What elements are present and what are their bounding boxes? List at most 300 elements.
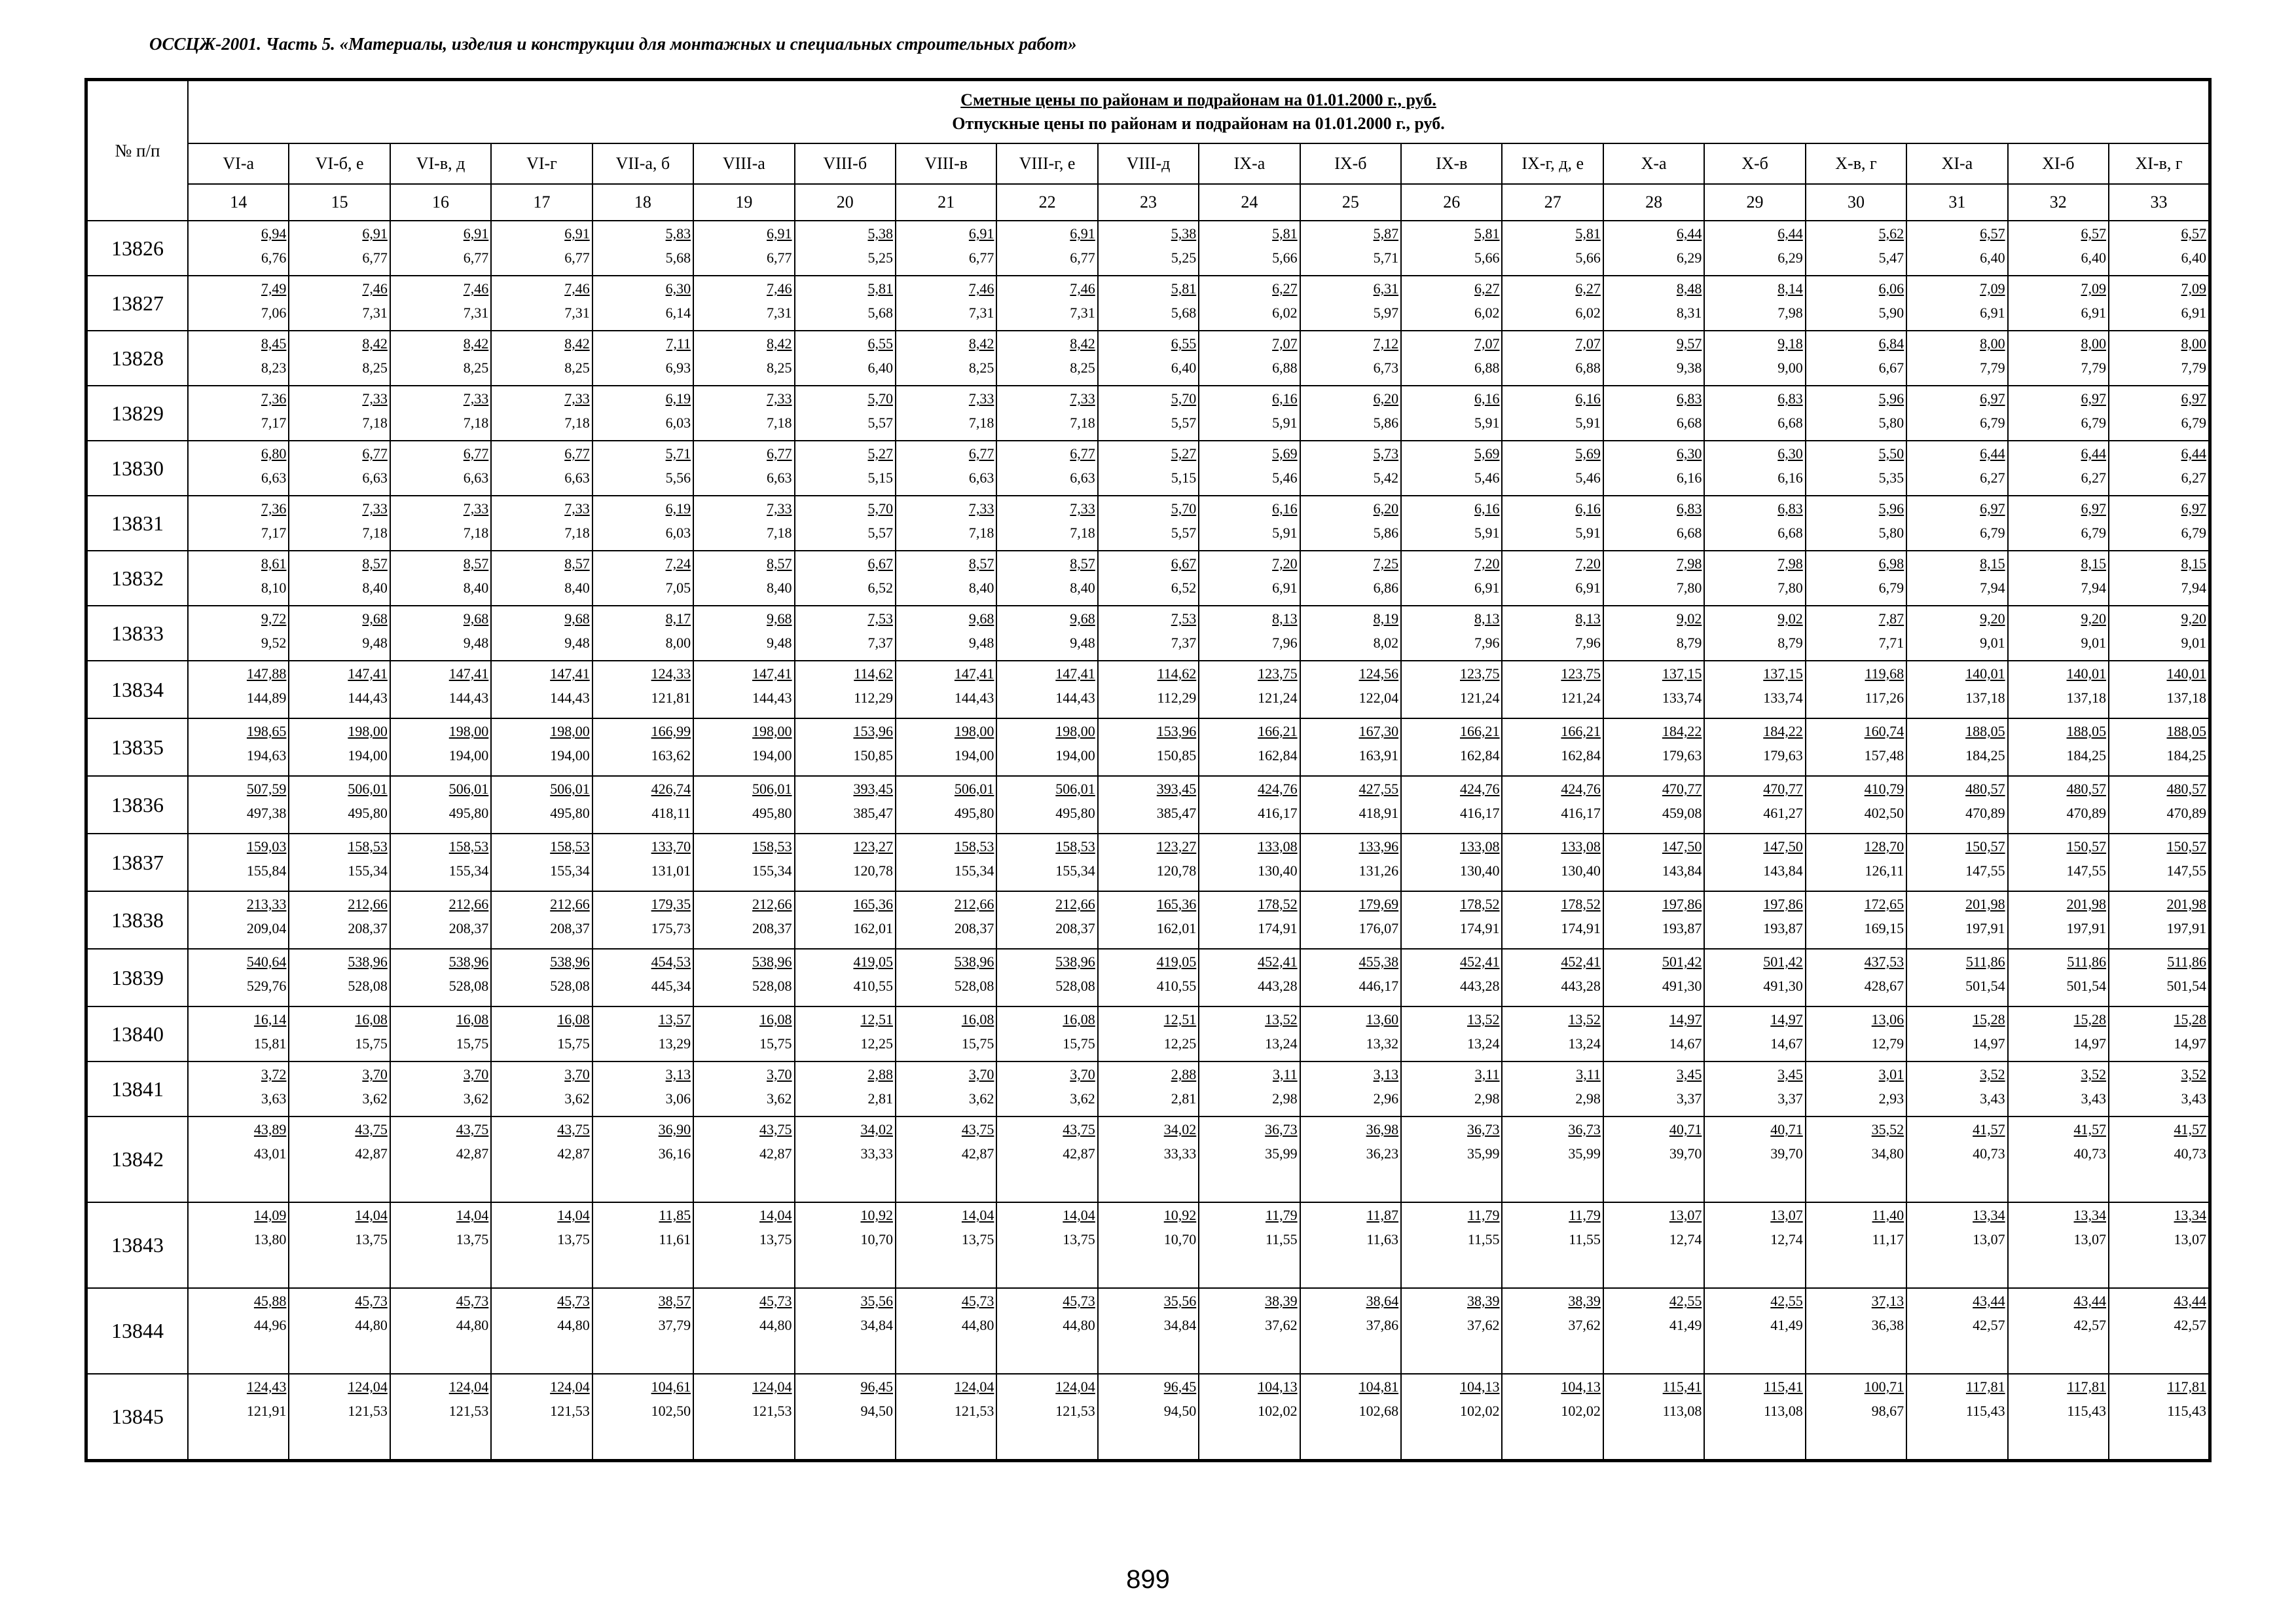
region-header: VI-б, е (289, 143, 390, 184)
estimated-price: 14,04 (961, 1207, 994, 1223)
estimated-price: 6,91 (1070, 225, 1095, 242)
estimated-price: 5,81 (1575, 225, 1601, 242)
estimated-price: 6,16 (1575, 500, 1601, 517)
price-cell (1401, 1006, 1502, 1061)
price-cell (1806, 1061, 1906, 1116)
price-cell (1401, 331, 1502, 386)
release-price: 102,02 (1459, 1403, 1500, 1419)
price-cell (1806, 551, 1906, 606)
release-price: 2,93 (1878, 1090, 1904, 1107)
price-cell (1300, 221, 1401, 276)
estimated-price: 119,68 (1865, 665, 1904, 682)
table-row (86, 386, 2210, 441)
estimated-price: 6,55 (867, 335, 893, 352)
price-cell (1300, 1061, 1401, 1116)
release-price: 495,80 (752, 805, 792, 821)
price-cell (1806, 661, 1906, 718)
estimated-price: 158,53 (1055, 838, 1095, 855)
price-cell (491, 331, 592, 386)
estimated-price: 14,04 (557, 1207, 590, 1223)
release-price: 162,84 (1258, 747, 1298, 764)
price-cell (1806, 606, 1906, 661)
price-cell (896, 1202, 996, 1288)
price-cell (289, 1116, 390, 1202)
price-cell (1704, 276, 1805, 331)
estimated-price: 11,79 (1265, 1207, 1298, 1223)
release-price: 33,33 (1163, 1145, 1197, 1162)
price-cell (188, 1288, 289, 1374)
release-price: 6,88 (1474, 360, 1500, 376)
estimated-price: 11,79 (1467, 1207, 1500, 1223)
release-price: 528,08 (1055, 978, 1095, 994)
price-cell (1199, 606, 1300, 661)
estimated-price: 3,01 (1878, 1066, 1904, 1082)
estimated-price: 6,77 (968, 445, 994, 462)
estimated-price: 158,53 (954, 838, 994, 855)
estimated-price: 7,53 (1171, 610, 1197, 627)
release-price: 416,17 (1561, 805, 1601, 821)
price-cell (1704, 1374, 1805, 1461)
price-cell (1603, 1006, 1704, 1061)
price-cell (491, 276, 592, 331)
release-price: 194,00 (348, 747, 388, 764)
release-price: 416,17 (1258, 805, 1298, 821)
table-row (86, 441, 2210, 496)
estimated-price: 16,08 (961, 1011, 994, 1027)
row-number: 13839 (86, 949, 189, 1006)
price-cell (1806, 496, 1906, 551)
release-price: 528,08 (954, 978, 994, 994)
estimated-price: 8,48 (1676, 280, 1702, 297)
price-cell (1401, 776, 1502, 834)
release-price: 8,79 (1676, 635, 1702, 651)
price-cell (1502, 551, 1603, 606)
price-cell (1906, 606, 2007, 661)
price-cell (592, 496, 693, 551)
release-price: 14,97 (1973, 1035, 2005, 1052)
release-price: 8,40 (968, 580, 994, 596)
price-cell (2008, 496, 2109, 551)
price-cell (1906, 386, 2007, 441)
estimated-price: 424,76 (1258, 781, 1298, 797)
price-cell (1098, 496, 1199, 551)
estimated-price: 147,41 (752, 665, 792, 682)
estimated-price: 8,13 (1272, 610, 1298, 627)
price-cell (491, 441, 592, 496)
column-number: 16 (390, 184, 491, 221)
release-price: 40,73 (1973, 1145, 2005, 1162)
price-cell (996, 1202, 1097, 1288)
release-price: 3,43 (1980, 1090, 2005, 1107)
price-cell (390, 661, 491, 718)
price-cell (1401, 661, 1502, 718)
estimated-price: 42,55 (1669, 1293, 1702, 1309)
price-cell (896, 331, 996, 386)
row-number: 13845 (86, 1374, 189, 1461)
estimated-price: 100,71 (1864, 1378, 1904, 1395)
estimated-price: 147,41 (348, 665, 388, 682)
estimated-price: 43,44 (2174, 1293, 2206, 1309)
estimated-price: 212,66 (448, 896, 489, 912)
price-cell (188, 551, 289, 606)
price-cell (1502, 1374, 1603, 1461)
release-price: 11,61 (659, 1231, 691, 1247)
release-price: 5,86 (1373, 415, 1399, 431)
estimated-price: 7,33 (362, 500, 388, 517)
price-cell (693, 834, 794, 891)
estimated-price: 8,00 (2081, 335, 2107, 352)
release-price: 528,08 (448, 978, 489, 994)
release-price: 8,40 (362, 580, 388, 596)
release-price: 162,84 (1561, 747, 1601, 764)
release-price: 7,98 (1777, 304, 1803, 321)
estimated-price: 13,52 (1568, 1011, 1601, 1027)
price-cell (996, 606, 1097, 661)
release-price: 5,57 (1171, 415, 1197, 431)
price-cell (2109, 551, 2210, 606)
price-cell (1603, 776, 1704, 834)
release-price: 7,18 (1070, 525, 1095, 541)
estimated-price: 13,34 (2174, 1207, 2206, 1223)
price-cell (1098, 1116, 1199, 1202)
estimated-price: 7,33 (463, 390, 489, 407)
estimated-price: 35,52 (1871, 1121, 1904, 1137)
price-cell (1300, 661, 1401, 718)
release-price: 162,01 (1156, 920, 1197, 936)
release-price: 7,17 (261, 525, 287, 541)
price-cell (693, 1061, 794, 1116)
estimated-price: 506,01 (1055, 781, 1095, 797)
estimated-price: 6,16 (1575, 390, 1601, 407)
estimated-price: 150,57 (2166, 838, 2206, 855)
price-cell (996, 331, 1097, 386)
price-cell (188, 661, 289, 718)
release-price: 7,18 (767, 525, 792, 541)
release-price: 14,67 (1669, 1035, 1702, 1052)
price-cell (188, 1061, 289, 1116)
price-cell (795, 276, 896, 331)
release-price: 5,68 (665, 249, 691, 266)
release-price: 113,08 (1662, 1403, 1702, 1419)
estimated-price: 3,70 (463, 1066, 489, 1082)
estimated-price: 5,27 (1171, 445, 1197, 462)
price-cell (2109, 891, 2210, 949)
release-price: 6,79 (1980, 415, 2005, 431)
release-price: 44,80 (759, 1317, 792, 1333)
estimated-price: 454,53 (651, 953, 691, 970)
estimated-price: 5,70 (1171, 500, 1197, 517)
price-cell (996, 386, 1097, 441)
release-price: 42,87 (759, 1145, 792, 1162)
estimated-price: 6,77 (362, 445, 388, 462)
release-price: 3,43 (2181, 1090, 2206, 1107)
release-price: 491,30 (1763, 978, 1803, 994)
estimated-price: 506,01 (348, 781, 388, 797)
estimated-price: 153,96 (1156, 723, 1197, 739)
estimated-price: 8,42 (767, 335, 792, 352)
release-price: 8,25 (767, 360, 792, 376)
price-cell (996, 1061, 1097, 1116)
estimated-price: 7,33 (564, 390, 590, 407)
release-price: 94,50 (1163, 1403, 1197, 1419)
price-cell (390, 221, 491, 276)
price-cell (1704, 1116, 1805, 1202)
price-cell (289, 331, 390, 386)
price-cell (1806, 1006, 1906, 1061)
release-price: 8,25 (362, 360, 388, 376)
release-price: 40,73 (2073, 1145, 2107, 1162)
price-cell (1704, 331, 1805, 386)
price-cell (491, 834, 592, 891)
release-price: 7,37 (867, 635, 893, 651)
price-cell (896, 1374, 996, 1461)
price-cell (188, 276, 289, 331)
release-price: 7,37 (1171, 635, 1197, 651)
release-price: 470,89 (2066, 805, 2107, 821)
estimated-price: 424,76 (1459, 781, 1500, 797)
table-row (86, 1061, 2210, 1116)
release-price: 7,18 (564, 525, 590, 541)
release-price: 6,79 (2081, 525, 2107, 541)
release-price: 102,02 (1258, 1403, 1298, 1419)
release-price: 446,17 (1358, 978, 1399, 994)
release-price: 9,48 (564, 635, 590, 651)
estimated-price: 184,22 (1662, 723, 1702, 739)
release-price: 157,48 (1864, 747, 1904, 764)
release-price: 35,99 (1265, 1145, 1298, 1162)
column-number: 32 (2008, 184, 2109, 221)
release-price: 3,43 (2081, 1090, 2107, 1107)
price-cell (1098, 776, 1199, 834)
release-price: 385,47 (1156, 805, 1197, 821)
release-price: 6,02 (1575, 304, 1601, 321)
estimated-price: 7,36 (261, 500, 287, 517)
release-price: 5,80 (1878, 415, 1904, 431)
price-cell (1401, 834, 1502, 891)
release-price: 13,75 (557, 1231, 590, 1247)
estimated-price: 114,62 (854, 665, 893, 682)
estimated-price: 6,27 (1575, 280, 1601, 297)
estimated-price: 140,01 (2166, 665, 2206, 682)
release-price: 8,40 (463, 580, 489, 596)
price-cell (491, 551, 592, 606)
estimated-price: 480,57 (1965, 781, 2005, 797)
release-price: 15,75 (1063, 1035, 1095, 1052)
estimated-price: 506,01 (752, 781, 792, 797)
region-header: IX-б (1300, 143, 1401, 184)
release-price: 6,91 (2081, 304, 2107, 321)
price-cell (996, 776, 1097, 834)
release-price: 94,50 (860, 1403, 893, 1419)
estimated-price: 6,06 (1878, 280, 1904, 297)
price-cell (1502, 1202, 1603, 1288)
estimated-price: 45,73 (961, 1293, 994, 1309)
release-price: 5,57 (1171, 525, 1197, 541)
release-price: 8,25 (1070, 360, 1095, 376)
estimated-price: 9,20 (2081, 610, 2107, 627)
row-number: 13831 (86, 496, 189, 551)
price-cell (2109, 1374, 2210, 1461)
estimated-price: 8,42 (1070, 335, 1095, 352)
estimated-price: 5,96 (1878, 390, 1904, 407)
release-price: 6,27 (1980, 470, 2005, 486)
release-price: 7,79 (2081, 360, 2107, 376)
release-price: 8,02 (1373, 635, 1399, 651)
release-price: 6,68 (1777, 415, 1803, 431)
release-price: 6,79 (1878, 580, 1904, 596)
table-row (86, 949, 2210, 1006)
estimated-price: 165,36 (853, 896, 893, 912)
estimated-price: 9,72 (261, 610, 287, 627)
estimated-price: 3,70 (968, 1066, 994, 1082)
estimated-price: 123,27 (1156, 838, 1197, 855)
table-row (86, 1374, 2210, 1461)
estimated-price: 188,05 (2066, 723, 2107, 739)
release-price: 3,62 (1070, 1090, 1095, 1107)
estimated-price: 538,96 (1055, 953, 1095, 970)
estimated-price: 6,20 (1373, 500, 1399, 517)
price-cell (1906, 441, 2007, 496)
price-cell (795, 1006, 896, 1061)
release-price: 11,55 (1569, 1231, 1601, 1247)
release-price: 7,05 (665, 580, 691, 596)
estimated-price: 538,96 (448, 953, 489, 970)
release-price: 194,00 (752, 747, 792, 764)
price-cell (289, 834, 390, 891)
estimated-price: 150,57 (2066, 838, 2107, 855)
region-header: XI-а (1906, 143, 2007, 184)
estimated-price: 133,08 (1258, 838, 1298, 855)
estimated-price: 198,00 (550, 723, 590, 739)
price-cell (1401, 441, 1502, 496)
release-price: 13,75 (456, 1231, 489, 1247)
release-price: 495,80 (550, 805, 590, 821)
column-number: 17 (491, 184, 592, 221)
release-price: 179,63 (1763, 747, 1803, 764)
price-cell (1906, 1006, 2007, 1061)
price-cell (1806, 949, 1906, 1006)
estimated-price: 45,73 (759, 1293, 792, 1309)
release-price: 12,25 (860, 1035, 893, 1052)
price-cell (896, 606, 996, 661)
price-cell (1098, 661, 1199, 718)
release-price: 443,28 (1258, 978, 1298, 994)
table-row (86, 1202, 2210, 1288)
column-number: 18 (592, 184, 693, 221)
release-price: 36,16 (658, 1145, 691, 1162)
row-number: 13840 (86, 1006, 189, 1061)
release-price: 385,47 (853, 805, 893, 821)
price-cell (896, 834, 996, 891)
estimated-price: 6,97 (1980, 500, 2005, 517)
release-price: 34,80 (1871, 1145, 1904, 1162)
estimated-price: 124,04 (348, 1378, 388, 1395)
estimated-price: 7,33 (1070, 500, 1095, 517)
release-price: 12,79 (1871, 1035, 1904, 1052)
release-price: 3,37 (1777, 1090, 1803, 1107)
estimated-price: 6,67 (867, 555, 893, 572)
release-price: 7,31 (968, 304, 994, 321)
release-price: 402,50 (1864, 805, 1904, 821)
price-cell (1300, 441, 1401, 496)
release-price: 197,91 (2066, 920, 2107, 936)
column-number: 23 (1098, 184, 1199, 221)
estimated-price: 9,68 (362, 610, 388, 627)
region-header: IX-в (1401, 143, 1502, 184)
release-price: 7,31 (362, 304, 388, 321)
column-number: 27 (1502, 184, 1603, 221)
estimated-price: 43,75 (759, 1121, 792, 1137)
price-cell (693, 331, 794, 386)
estimated-price: 6,91 (463, 225, 489, 242)
release-price: 112,29 (1157, 690, 1197, 706)
release-price: 6,77 (564, 249, 590, 266)
estimated-price: 14,97 (1770, 1011, 1803, 1027)
price-cell (1603, 551, 1704, 606)
price-cell (390, 386, 491, 441)
release-price: 6,67 (1878, 360, 1904, 376)
price-cell (1906, 1061, 2007, 1116)
estimated-price: 16,08 (557, 1011, 590, 1027)
release-price: 5,47 (1878, 249, 1904, 266)
release-price: 35,99 (1568, 1145, 1601, 1162)
row-number: 13834 (86, 661, 189, 718)
release-price: 121,53 (348, 1403, 388, 1419)
release-price: 13,24 (1467, 1035, 1500, 1052)
price-cell (693, 661, 794, 718)
price-cell (1806, 1288, 1906, 1374)
release-price: 6,40 (2181, 249, 2206, 266)
release-price: 410,55 (1156, 978, 1197, 994)
table-row (86, 1006, 2210, 1061)
release-price: 7,79 (1980, 360, 2005, 376)
release-price: 42,87 (1063, 1145, 1095, 1162)
price-cell (1704, 661, 1805, 718)
release-price: 37,79 (658, 1317, 691, 1333)
estimated-price: 15,28 (2073, 1011, 2107, 1027)
release-price: 169,15 (1864, 920, 1904, 936)
release-price: 137,18 (2166, 690, 2206, 706)
price-cell (896, 276, 996, 331)
price-cell (390, 949, 491, 1006)
estimated-price: 3,11 (1474, 1066, 1500, 1082)
table-row (86, 1116, 2210, 1202)
column-number: 25 (1300, 184, 1401, 221)
price-cell (1401, 1202, 1502, 1288)
estimated-price: 426,74 (651, 781, 691, 797)
release-price: 208,37 (448, 920, 489, 936)
release-price: 184,25 (2066, 747, 2107, 764)
release-price: 7,18 (767, 415, 792, 431)
price-cell (1401, 718, 1502, 776)
estimated-price: 137,15 (1763, 665, 1803, 682)
estimated-price: 16,14 (253, 1011, 287, 1027)
release-price: 8,40 (564, 580, 590, 596)
release-price: 121,53 (752, 1403, 792, 1419)
release-price: 34,84 (860, 1317, 893, 1333)
release-price: 5,56 (665, 470, 691, 486)
release-price: 11,63 (1366, 1231, 1399, 1247)
estimated-price: 188,05 (2166, 723, 2206, 739)
row-number: 13838 (86, 891, 189, 949)
price-cell (289, 949, 390, 1006)
estimated-price: 6,83 (1676, 500, 1702, 517)
release-price: 14,67 (1770, 1035, 1803, 1052)
price-cell (289, 1374, 390, 1461)
column-number: 31 (1906, 184, 2007, 221)
release-price: 15,75 (456, 1035, 489, 1052)
estimated-price: 6,77 (463, 445, 489, 462)
